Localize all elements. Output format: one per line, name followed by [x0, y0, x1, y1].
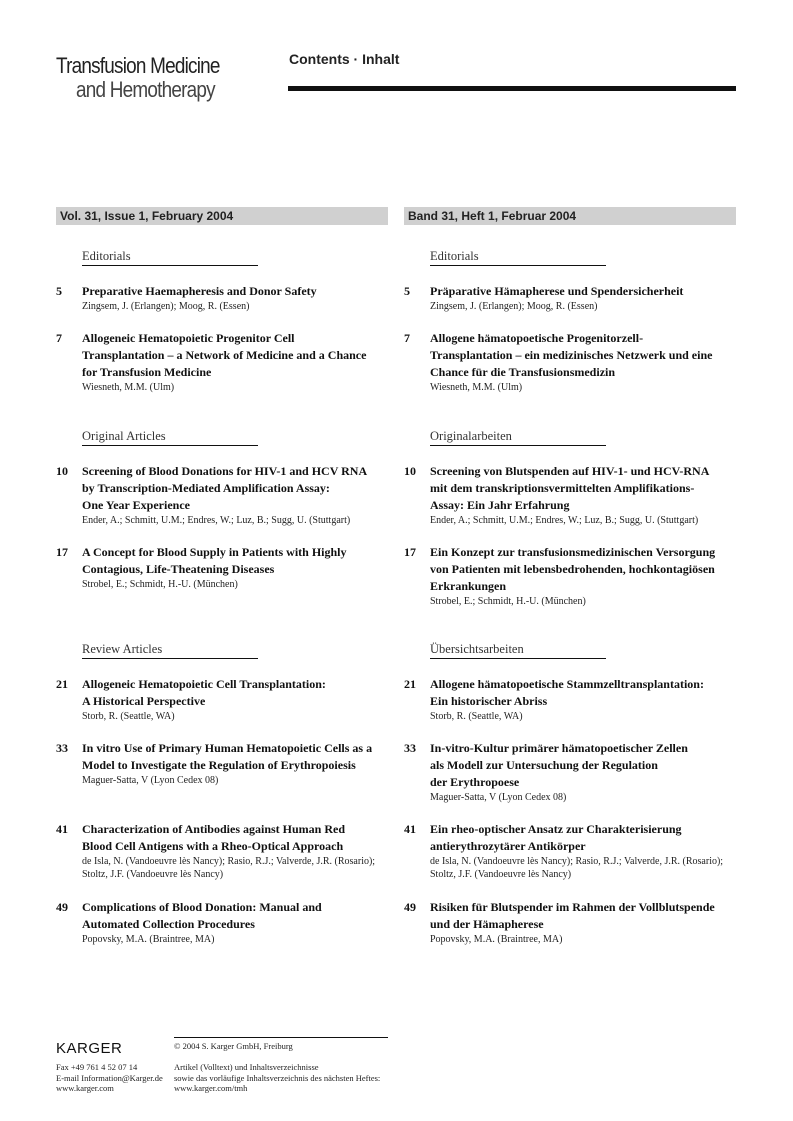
- publisher-logo: KARGER: [56, 1040, 123, 1057]
- toc-entry[interactable]: [404, 463, 736, 527]
- article-authors: Ender, A.; Schmitt, U.M.; Endres, W.; Luz, B.; Sugg, U. (Stuttgart): [82, 515, 351, 526]
- section-heading-editorials-de: Editorials: [430, 249, 606, 266]
- footer-rule: [174, 1037, 388, 1038]
- article-authors: Ender, A.; Schmitt, U.M.; Endres, W.; Luz, B.; Sugg, U. (Stuttgart): [430, 515, 699, 526]
- toc-entry[interactable]: [56, 283, 388, 313]
- article-title: In vitro Use of Primary Human Hematopoietic Cells as a Model to Investigate the Regulation of Erythropoiesis: [82, 741, 373, 772]
- article-title: Complications of Blood Donation: Manual and Automated Collection Procedures: [82, 900, 322, 931]
- toc-entry[interactable]: [56, 544, 388, 591]
- article-title: Ein rheo-optischer Ansatz zur Charakterisierung antierythrozytärer Antikörper: [430, 822, 682, 853]
- article-title: Allogeneic Hematopoietic Cell Transplantation: A Historical Perspective: [82, 677, 326, 708]
- page-number: 49: [404, 900, 416, 914]
- toc-entry[interactable]: [56, 330, 388, 394]
- toc-entry[interactable]: [404, 330, 736, 394]
- journal-logo-line1: Transfusion Medicine: [56, 53, 220, 78]
- page-number: 33: [56, 741, 68, 755]
- page-number: 7: [56, 331, 62, 345]
- fax-number: Fax +49 761 4 52 07 14: [56, 1062, 138, 1072]
- page-number: 5: [56, 284, 62, 298]
- article-authors: Maguer-Satta, V (Lyon Cedex 08): [430, 792, 567, 803]
- page-number: 21: [56, 677, 68, 691]
- toc-entry[interactable]: [56, 821, 388, 881]
- page-number: 17: [56, 545, 68, 559]
- section-heading-originalarbeiten: Originalarbeiten: [430, 429, 606, 446]
- article-title: Ein Konzept zur transfusionsmedizinischen Versorgung von Patienten mit lebensbedrohenden, hochkontagiösen Erkrankungen: [430, 545, 716, 593]
- page-number: 21: [404, 677, 416, 691]
- toc-entry[interactable]: [404, 283, 736, 313]
- issue-bar-german: Band 31, Heft 1, Februar 2004: [404, 207, 736, 225]
- article-title: Allogene hämatopoetische Stammzelltransplantation: Ein historischer Abriss: [430, 677, 704, 708]
- article-authors: Wiesneth, M.M. (Ulm): [430, 382, 523, 393]
- toc-entry[interactable]: [56, 676, 388, 723]
- article-title: Risiken für Blutspender im Rahmen der Vollblutspende und der Hämapherese: [430, 900, 715, 931]
- article-title: Preparative Haemapheresis and Donor Safety: [82, 284, 317, 298]
- article-authors: Strobel, E.; Schmidt, H.-U. (München): [82, 579, 238, 590]
- toc-entry[interactable]: [404, 676, 736, 723]
- publisher-contact: [56, 1062, 163, 1094]
- page-number: 41: [404, 822, 416, 836]
- article-authors: Maguer-Satta, V (Lyon Cedex 08): [82, 775, 219, 786]
- toc-entry[interactable]: [56, 899, 388, 946]
- page-number: 41: [56, 822, 68, 836]
- article-title: Präparative Hämapherese und Spendersicherheit: [430, 284, 684, 298]
- page-number: 10: [404, 464, 416, 478]
- page-number: 17: [404, 545, 416, 559]
- toc-entry[interactable]: [404, 544, 736, 608]
- article-title: Characterization of Antibodies against Human Red Blood Cell Antigens with a Rheo-Optical Approach: [82, 822, 346, 853]
- article-title: Allogene hämatopoetische Progenitorzell- Transplantation – ein medizinisches Netzwerk und eine Chance für die Transfusionsmedizin: [430, 331, 713, 379]
- journal-logo-line2: and Hemotherapy: [76, 77, 215, 102]
- article-authors: Zingsem, J. (Erlangen); Moog, R. (Essen): [82, 301, 250, 312]
- toc-entry[interactable]: [56, 463, 388, 527]
- page-number: 7: [404, 331, 410, 345]
- article-authors: Wiesneth, M.M. (Ulm): [82, 382, 175, 393]
- page-number: 5: [404, 284, 410, 298]
- article-authors: Storb, R. (Seattle, WA): [430, 711, 523, 722]
- section-heading-editorials: Editorials: [82, 249, 258, 266]
- article-authors: Zingsem, J. (Erlangen); Moog, R. (Essen): [430, 301, 598, 312]
- copyright-notice: © 2004 S. Karger GmbH, Freiburg: [174, 1041, 293, 1051]
- page-number: 49: [56, 900, 68, 914]
- article-title: In-vitro-Kultur primärer hämatopoetischer Zellen als Modell zur Untersuchung der Regulation der Erythropoese: [430, 741, 688, 789]
- article-title: Screening von Blutspenden auf HIV-1- und HCV-RNA mit dem transkriptionsvermittelten Amplifikations- Assay: Ein Jahr Erfahrung: [430, 464, 710, 512]
- article-authors: de Isla, N. (Vandoeuvre lès Nancy); Rasio, R.J.; Valverde, J.R. (Rosario); Stoltz, J.F. (Vandoeuvre lès Nancy): [430, 856, 724, 880]
- article-title: Screening of Blood Donations for HIV-1 and HCV RNA by Transcription-Mediated Amplification Assay: One Year Experience: [82, 464, 368, 512]
- article-title: Allogeneic Hematopoietic Progenitor Cell Transplantation – a Network of Medicine and a Chance for Transfusion Medicine: [82, 331, 367, 379]
- toc-entry[interactable]: [404, 899, 736, 946]
- issue-bar-english: Vol. 31, Issue 1, February 2004: [56, 207, 388, 225]
- page-title: Contents · Inhalt: [289, 51, 400, 67]
- page-number: 10: [56, 464, 68, 478]
- section-heading-review-articles: Review Articles: [82, 642, 258, 659]
- section-heading-uebersichtsarbeiten: Übersichtsarbeiten: [430, 642, 606, 659]
- section-heading-original-articles: Original Articles: [82, 429, 258, 446]
- website-link[interactable]: www.karger.com: [56, 1083, 114, 1093]
- article-authors: Popovsky, M.A. (Braintree, MA): [430, 934, 563, 945]
- email-link[interactable]: E-mail Information@Karger.de: [56, 1072, 163, 1083]
- article-authors: Strobel, E.; Schmidt, H.-U. (München): [430, 596, 586, 607]
- journal-url-link[interactable]: www.karger.com/tmh: [174, 1083, 248, 1093]
- page-number: 33: [404, 741, 416, 755]
- article-authors: de Isla, N. (Vandoeuvre lès Nancy); Rasio, R.J.; Valverde, J.R. (Rosario); Stoltz, J.F. (Vandoeuvre lès Nancy): [82, 856, 376, 880]
- article-title: A Concept for Blood Supply in Patients with Highly Contagious, Life-Theatening Diseases: [82, 545, 347, 576]
- article-authors: Storb, R. (Seattle, WA): [82, 711, 175, 722]
- online-access-note: Artikel (Volltext) und Inhaltsverzeichnisse sowie das vorläufige Inhaltsverzeichnis des nächsten Heftes: www.karger.com/tmh: [174, 1062, 381, 1093]
- toc-entry[interactable]: [56, 740, 388, 787]
- title-rule: [288, 86, 736, 91]
- toc-entry[interactable]: [404, 821, 736, 881]
- toc-entry[interactable]: [404, 740, 736, 804]
- article-authors: Popovsky, M.A. (Braintree, MA): [82, 934, 215, 945]
